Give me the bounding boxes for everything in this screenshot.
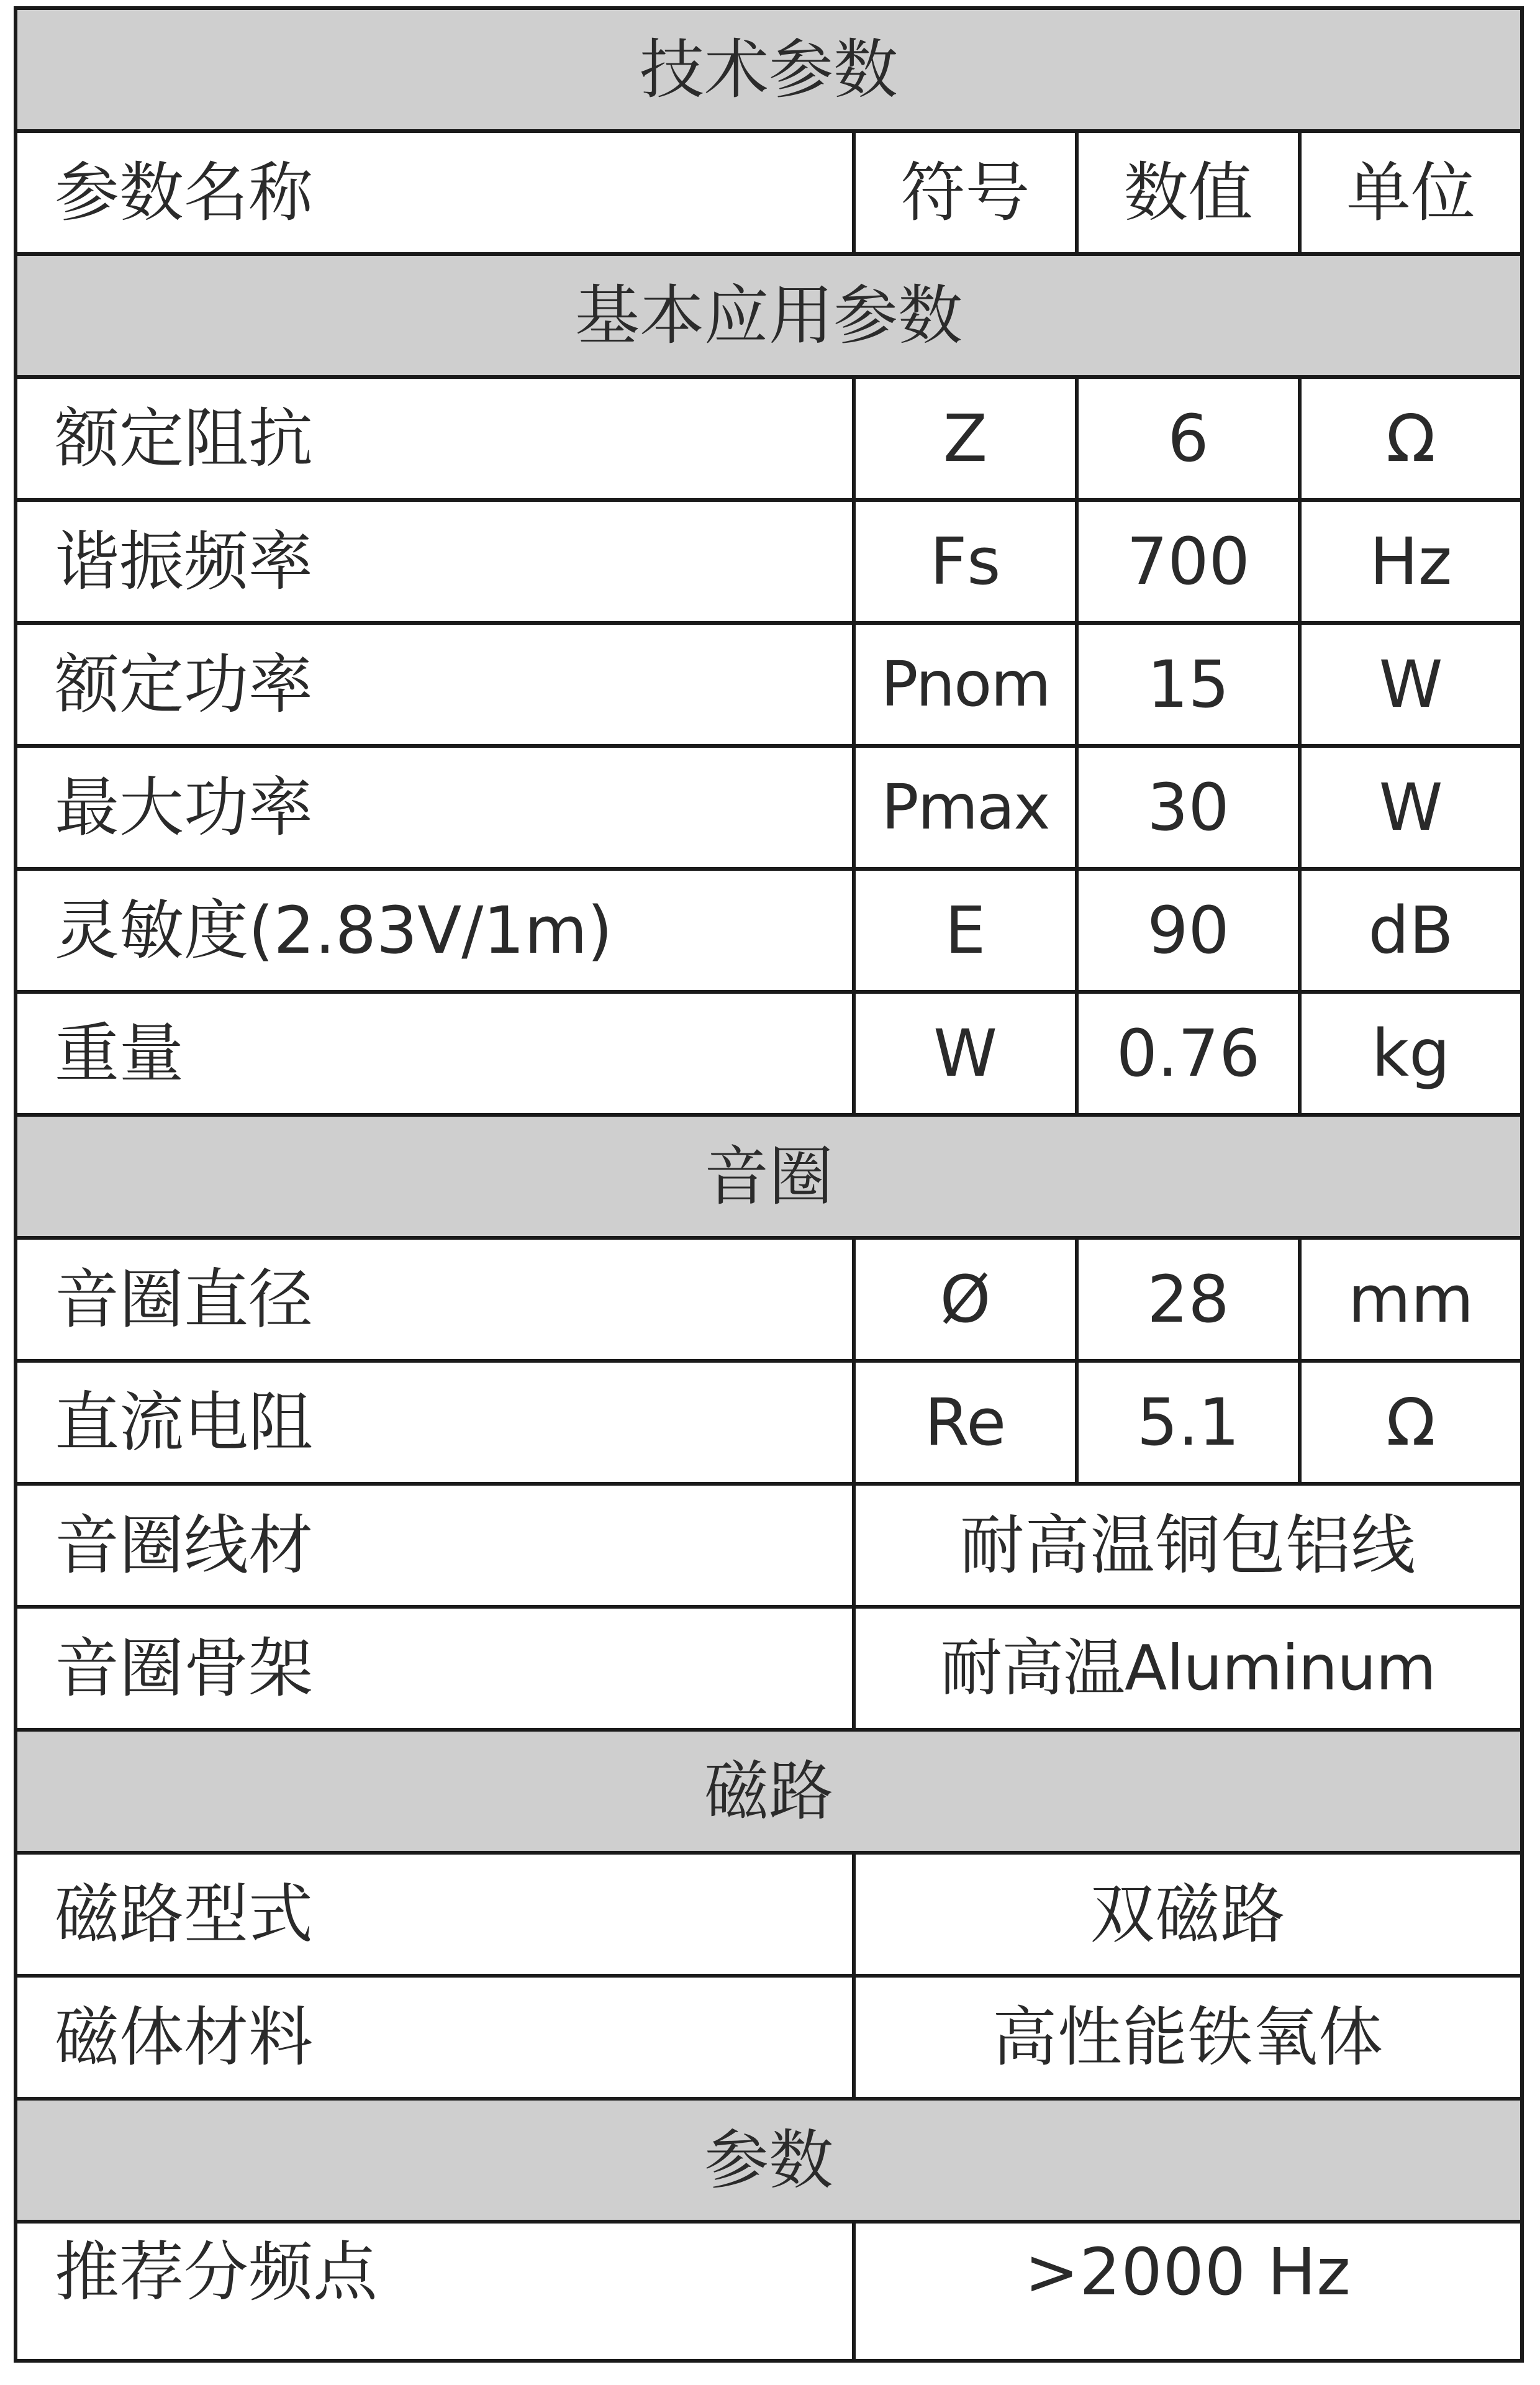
param-unit: kg xyxy=(1300,992,1522,1115)
param-name: 最大功率 xyxy=(16,746,854,869)
table-row xyxy=(16,500,1522,623)
param-name: 直流电阻 xyxy=(16,1361,854,1484)
param-unit: mm xyxy=(1300,1238,1522,1361)
param-value: 高性能铁氧体 xyxy=(854,1976,1522,2099)
param-unit: dB xyxy=(1300,869,1522,992)
table-row xyxy=(16,1361,1522,1484)
param-unit: Ω xyxy=(1300,1361,1522,1484)
param-unit: W xyxy=(1300,623,1522,746)
param-value: 耐高温Aluminum xyxy=(854,1607,1522,1730)
param-unit: Ω xyxy=(1300,377,1522,500)
param-unit: W xyxy=(1300,746,1522,869)
column-header-unit: 单位 xyxy=(1300,131,1522,254)
title-row xyxy=(16,8,1522,131)
param-symbol: W xyxy=(854,992,1077,1115)
column-header-value: 数值 xyxy=(1077,131,1300,254)
param-name: 额定阻抗 xyxy=(16,377,854,500)
param-name: 音圈骨架 xyxy=(16,1607,854,1730)
param-value: 耐高温铜包铝线 xyxy=(854,1484,1522,1607)
table-row xyxy=(16,1607,1522,1730)
param-value: 90 xyxy=(1077,869,1300,992)
param-value: 700 xyxy=(1077,500,1300,623)
table-row xyxy=(16,1484,1522,1607)
table-row xyxy=(16,869,1522,992)
table-row xyxy=(16,623,1522,746)
param-name: 重量 xyxy=(16,992,854,1115)
param-value: 28 xyxy=(1077,1238,1300,1361)
table-row xyxy=(16,992,1522,1115)
param-symbol: Z xyxy=(854,377,1077,500)
param-symbol: Pmax xyxy=(854,746,1077,869)
column-header-symbol: 符号 xyxy=(854,131,1077,254)
param-symbol: Pnom xyxy=(854,623,1077,746)
param-value: 6 xyxy=(1077,377,1300,500)
table-row xyxy=(16,377,1522,500)
param-symbol: Fs xyxy=(854,500,1077,623)
table-row xyxy=(16,1976,1522,2099)
param-unit: Hz xyxy=(1300,500,1522,623)
param-value: 15 xyxy=(1077,623,1300,746)
section-header-row xyxy=(16,1730,1522,1853)
table-row xyxy=(16,1238,1522,1361)
column-header-name: 参数名称 xyxy=(16,131,854,254)
table-row xyxy=(16,746,1522,869)
param-symbol: Ø xyxy=(854,1238,1077,1361)
param-name: 音圈直径 xyxy=(16,1238,854,1361)
param-name: 额定功率 xyxy=(16,623,854,746)
param-name: 灵敏度(2.83V/1m) xyxy=(16,869,854,992)
param-value: 双磁路 xyxy=(854,1853,1522,1976)
param-value: 30 xyxy=(1077,746,1300,869)
param-symbol: Re xyxy=(854,1361,1077,1484)
param-name: 磁体材料 xyxy=(16,1976,854,2099)
param-symbol: E xyxy=(854,869,1077,992)
section-header-row xyxy=(16,1115,1522,1238)
table-row xyxy=(16,1853,1522,1976)
section-header-row xyxy=(16,2099,1522,2222)
section-params: 参数 xyxy=(16,2099,1522,2222)
param-value: 5.1 xyxy=(1077,1361,1300,1484)
section-magnet: 磁路 xyxy=(16,1730,1522,1853)
section-voice-coil: 音圈 xyxy=(16,1115,1522,1238)
param-name: 推荐分频点 xyxy=(16,2222,854,2361)
section-basic: 基本应用参数 xyxy=(16,254,1522,377)
table-title: 技术参数 xyxy=(16,8,1522,131)
param-value: 0.76 xyxy=(1077,992,1300,1115)
section-header-row xyxy=(16,254,1522,377)
param-name: 音圈线材 xyxy=(16,1484,854,1607)
param-name: 磁路型式 xyxy=(16,1853,854,1976)
table-row xyxy=(16,2222,1522,2361)
column-header-row xyxy=(16,131,1522,254)
spec-table xyxy=(14,6,1524,2363)
param-value: >2000 Hz xyxy=(854,2222,1522,2361)
param-name: 谐振频率 xyxy=(16,500,854,623)
